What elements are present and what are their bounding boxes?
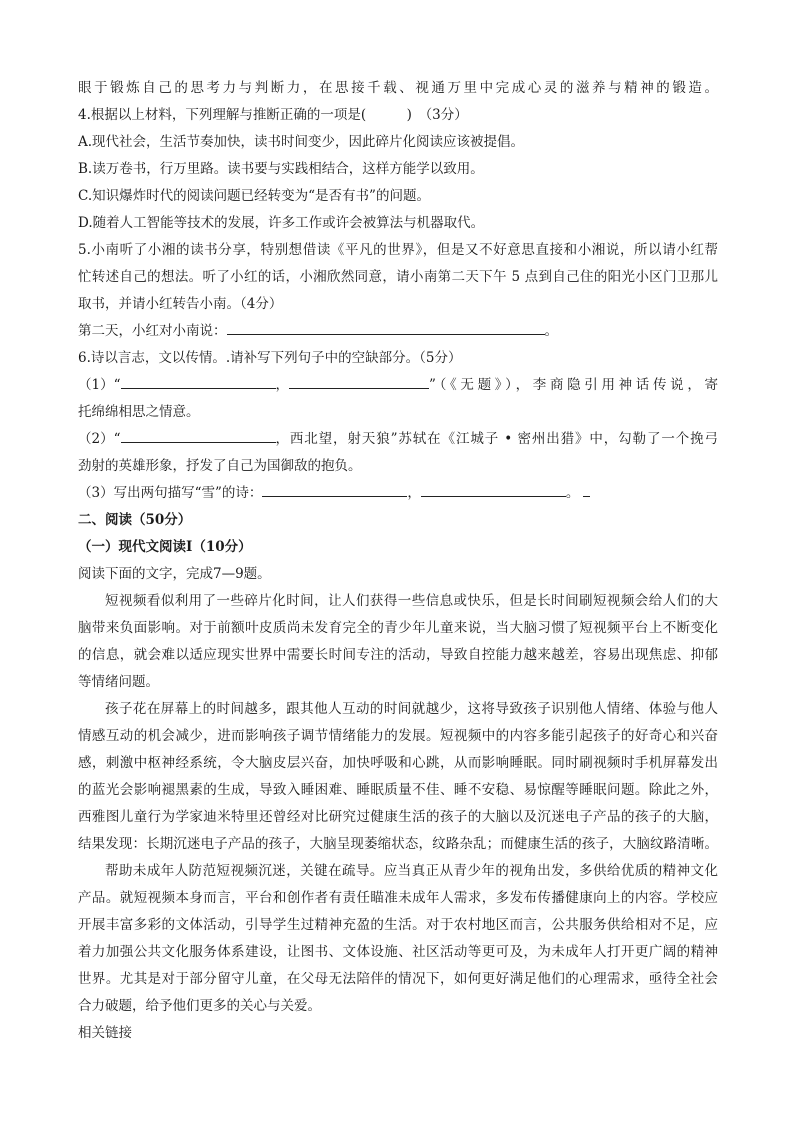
q6-item1-blank-1 bbox=[121, 374, 276, 389]
q4-option-d: D.随着人工智能等技术的发展，许多工作或许会被算法与机器取代。 bbox=[78, 215, 485, 231]
q6-item1-open: （1）“ bbox=[78, 377, 121, 393]
passage-line: 等情绪问题。 bbox=[78, 674, 159, 690]
q4-option-c: C.知识爆炸时代的阅读问题已经转变为“是否有书”的问题。 bbox=[78, 188, 430, 204]
q6-item2 bbox=[78, 426, 718, 453]
q6-item3-blank-1 bbox=[262, 482, 407, 497]
q5-line: 取书，并请小红转告小南。（4分） bbox=[78, 296, 283, 312]
q5-answer-line bbox=[78, 318, 718, 345]
q6-item2-cont: 劲射的英雄形象，抒发了自己为国御敌的抱负。 bbox=[78, 458, 362, 474]
q6-item1-cont: 托绵绵相思之情意。 bbox=[78, 404, 200, 420]
passage-line: 感，刺激中枢神经系统，令大脑皮层兴奋，加快呼吸和心跳，从而影响睡眠。同时刷视频时手机屏幕发出 bbox=[78, 755, 718, 771]
q6-item3-trailing-mark bbox=[583, 482, 590, 497]
passage-line: 帮助未成年人防范短视频沉迷，关键在疏导。应当真正从青少年的视角出发，多供给优质的精神文化 bbox=[105, 863, 718, 879]
passage-line: 西雅图儿童行为学家迪米特里还曾经对比研究过健康生活的孩子的大脑以及沉迷电子产品的孩子的大脑， bbox=[78, 809, 718, 825]
q5-answer-prefix: 第二天，小红对小南说： bbox=[78, 323, 227, 339]
passage-line: 世界。尤其是对于部分留守儿童，在父母无法陪伴的情况下，如何更好满足他们的心理需求，亟待全社会 bbox=[78, 971, 718, 987]
q5-line: 5.小南听了小湘的读书分享，特别想借读《平凡的世界》，但是又不好意思直接和小湘说，所以请小红帮 bbox=[78, 242, 718, 258]
reading-instruction: 阅读下面的文字，完成7—9题。 bbox=[78, 566, 271, 582]
passage-line: 合力破题，给予他们更多的关心与关爱。 bbox=[78, 998, 321, 1014]
q4-option-a: A.现代社会，生活节奏加快，读书时间变少，因此碎片化阅读应该被提倡。 bbox=[78, 134, 525, 150]
q6-item1-sep: ， bbox=[275, 377, 289, 393]
q6-item3-sep: ， bbox=[407, 485, 421, 501]
passage-line: 着力加强公共文化服务体系建设，让图书、文体设施、社区活动等更可及，为未成年人打开更广阔的精神 bbox=[78, 944, 718, 960]
q6-item3 bbox=[78, 480, 718, 507]
passage-paragraph-2 bbox=[78, 696, 718, 858]
continuation-line: 眼于锻炼自己的思考力与判断力，在思接千载、视通万里中完成心灵的滋养与精神的锻造。 bbox=[78, 80, 718, 96]
passage-paragraph-1 bbox=[78, 588, 718, 696]
section-heading: 二、阅读（50分） bbox=[78, 512, 192, 528]
passage-line: 脑带来负面影响。对于前额叶皮质尚未发育完全的青少年儿童来说，当大脑习惯了短视频平台上不断变化 bbox=[78, 620, 718, 636]
q4-stem: 4.根据以上材料，下列理解与推断正确的一项是( ) （3分） bbox=[78, 107, 468, 123]
subsection-heading: （一）现代文阅读Ⅰ（10分） bbox=[78, 539, 252, 555]
passage-line: 结果发现：长期沉迷电子产品的孩子，大脑呈现萎缩状态，纹路杂乱；而健康生活的孩子，大脑纹路清晰。 bbox=[78, 836, 718, 852]
passage-line: 的信息，就会难以适应现实世界中需要长时间专注的活动，导致自控能力越来越差，容易出现焦虑、抑郁 bbox=[78, 647, 718, 663]
passage-paragraph-3 bbox=[78, 858, 718, 1020]
passage-line: 情感互动的机会减少，进而影响孩子调节情绪能力的发展。短视频中的内容多能引起孩子的好奇心和兴奋 bbox=[78, 728, 718, 744]
q4-option-b: B.读万卷书，行万里路。读书要与实践相结合，这样方能学以致用。 bbox=[78, 161, 484, 177]
page-content bbox=[78, 75, 718, 1047]
q6-item3-prompt: （3）写出两句描写“雪”的诗： bbox=[78, 485, 263, 501]
q6-item3-end: 。 bbox=[565, 485, 580, 501]
passage-line: 短视频看似利用了一些碎片化时间，让人们获得一些信息或快乐，但是长时间刷短视频会给人们的大 bbox=[105, 593, 718, 609]
q5-answer-blank bbox=[227, 320, 545, 335]
q6-item1-blank-2 bbox=[289, 374, 429, 389]
q6-item2-tail: ，西北望，射天狼”苏轼在《江城子 • 密州出猎》中，勾勒了一个挽弓 bbox=[275, 431, 718, 447]
q6-item1-tail: ”（《无题》），李商隐引用神话传说，寄 bbox=[429, 377, 718, 393]
q6-stem: 6.诗以言志，文以传情。.请补写下列句子中的空缺部分。（5分） bbox=[78, 350, 462, 366]
passage-line: 开展丰富多彩的文体活动，引导学生过精神充盈的生活。对于农村地区而言，公共服务供给相对不足，应 bbox=[78, 917, 718, 933]
related-link-label: 相关链接 bbox=[78, 1025, 132, 1041]
q6-item1 bbox=[78, 372, 718, 399]
passage-line: 产品。就短视频本身而言，平台和创作者有责任瞄准未成年人需求，多发布传播健康向上的内容。学校应 bbox=[78, 890, 718, 906]
passage-line: 的蓝光会影响褪黑素的生成，导致入睡困难、睡眠质量不佳、睡不安稳、易惊醒等睡眠问题。除此之外， bbox=[78, 782, 718, 798]
passage-line: 孩子花在屏幕上的时间越多，跟其他人互动的时间就越少，这将导致孩子识别他人情绪、体验与他人 bbox=[105, 701, 718, 717]
q6-item2-open: （2）“ bbox=[78, 431, 121, 447]
q5-line: 忙转述自己的想法。听了小红的话，小湘欣然同意，请小南第二天下午 5 点到自己住的阳光小区门卫那儿 bbox=[78, 269, 718, 285]
q5-answer-suffix: 。 bbox=[544, 323, 558, 339]
q6-item3-blank-2 bbox=[421, 482, 566, 497]
q6-item2-blank bbox=[121, 428, 276, 443]
